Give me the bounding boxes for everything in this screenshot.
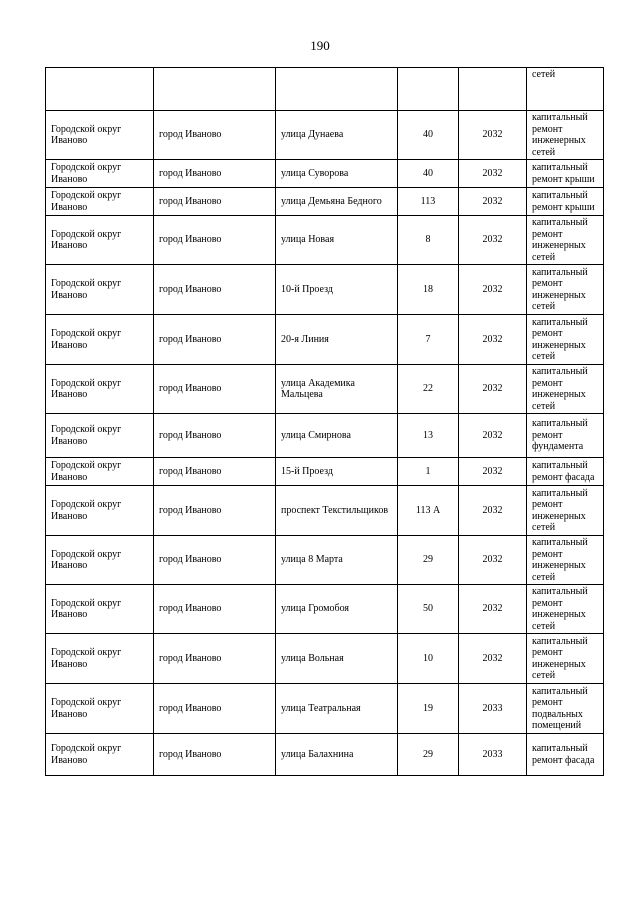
cell-year: 2033 <box>459 684 527 734</box>
cell-house: 13 <box>398 414 459 458</box>
cell-work-type: капитальный ремонт крыши <box>527 160 604 188</box>
cell-year: 2032 <box>459 365 527 414</box>
cell-street: улица Балахнина <box>276 734 398 776</box>
cell-municipality: Городской округ Иваново <box>46 458 154 486</box>
cell-street: 10-й Проезд <box>276 265 398 315</box>
cell-house: 29 <box>398 734 459 776</box>
cell-street <box>276 68 398 111</box>
repair-schedule-table <box>45 67 604 776</box>
cell-house: 7 <box>398 315 459 365</box>
cell-work-type: капитальный ремонт инженерных сетей <box>527 585 604 634</box>
cell-municipality: Городской округ Иваново <box>46 365 154 414</box>
cell-house: 113 <box>398 188 459 216</box>
cell-municipality: Городской округ Иваново <box>46 160 154 188</box>
cell-municipality: Городской округ Иваново <box>46 486 154 536</box>
cell-street: улица 8 Марта <box>276 536 398 585</box>
cell-year <box>459 68 527 111</box>
cell-work-type: капитальный ремонт инженерных сетей <box>527 634 604 684</box>
cell-street: 15-й Проезд <box>276 458 398 486</box>
cell-year: 2032 <box>459 585 527 634</box>
table-row <box>46 365 604 414</box>
table-row <box>46 458 604 486</box>
cell-municipality: Городской округ Иваново <box>46 188 154 216</box>
cell-municipality: Городской округ Иваново <box>46 315 154 365</box>
cell-house: 1 <box>398 458 459 486</box>
cell-house: 113 А <box>398 486 459 536</box>
cell-city: город Иваново <box>154 634 276 684</box>
cell-city: город Иваново <box>154 486 276 536</box>
cell-year: 2032 <box>459 216 527 265</box>
cell-municipality: Городской округ Иваново <box>46 536 154 585</box>
cell-city: город Иваново <box>154 536 276 585</box>
cell-city: город Иваново <box>154 111 276 160</box>
table-row <box>46 160 604 188</box>
cell-street: улица Академика Мальцева <box>276 365 398 414</box>
cell-year: 2032 <box>459 458 527 486</box>
cell-municipality: Городской округ Иваново <box>46 734 154 776</box>
cell-house: 18 <box>398 265 459 315</box>
cell-house: 29 <box>398 536 459 585</box>
cell-municipality: Городской округ Иваново <box>46 265 154 315</box>
cell-house: 40 <box>398 160 459 188</box>
cell-street: улица Громобоя <box>276 585 398 634</box>
cell-city: город Иваново <box>154 365 276 414</box>
table-row <box>46 486 604 536</box>
page-number: 190 <box>310 38 330 53</box>
cell-municipality: Городской округ Иваново <box>46 634 154 684</box>
cell-street: 20-я Линия <box>276 315 398 365</box>
cell-city: город Иваново <box>154 585 276 634</box>
cell-work-type: капитальный ремонт фундамента <box>527 414 604 458</box>
cell-house: 40 <box>398 111 459 160</box>
cell-year: 2032 <box>459 188 527 216</box>
cell-work-type: капитальный ремонт фасада <box>527 458 604 486</box>
cell-city: город Иваново <box>154 414 276 458</box>
cell-city: город Иваново <box>154 734 276 776</box>
cell-municipality <box>46 68 154 111</box>
cell-house: 10 <box>398 634 459 684</box>
cell-work-type: капитальный ремонт инженерных сетей <box>527 365 604 414</box>
cell-year: 2032 <box>459 265 527 315</box>
cell-house <box>398 68 459 111</box>
cell-municipality: Городской округ Иваново <box>46 585 154 634</box>
cell-house: 50 <box>398 585 459 634</box>
cell-year: 2032 <box>459 160 527 188</box>
table-row <box>46 414 604 458</box>
cell-work-type: капитальный ремонт фасада <box>527 734 604 776</box>
cell-city: город Иваново <box>154 265 276 315</box>
cell-city: город Иваново <box>154 216 276 265</box>
table-row <box>46 216 604 265</box>
cell-work-type: капитальный ремонт подвальных помещений <box>527 684 604 734</box>
cell-street: улица Смирнова <box>276 414 398 458</box>
table-row <box>46 315 604 365</box>
cell-street: улица Вольная <box>276 634 398 684</box>
table-row <box>46 634 604 684</box>
cell-year: 2032 <box>459 634 527 684</box>
cell-work-type: сетей <box>527 68 604 111</box>
table-row <box>46 734 604 776</box>
cell-city <box>154 68 276 111</box>
cell-work-type: капитальный ремонт крыши <box>527 188 604 216</box>
table-row <box>46 265 604 315</box>
cell-work-type: капитальный ремонт инженерных сетей <box>527 486 604 536</box>
table-row-continuation <box>46 68 604 111</box>
cell-year: 2033 <box>459 734 527 776</box>
table-row <box>46 188 604 216</box>
cell-house: 19 <box>398 684 459 734</box>
cell-year: 2032 <box>459 315 527 365</box>
cell-municipality: Городской округ Иваново <box>46 414 154 458</box>
cell-city: город Иваново <box>154 458 276 486</box>
cell-street: улица Демьяна Бедного <box>276 188 398 216</box>
cell-work-type: капитальный ремонт инженерных сетей <box>527 315 604 365</box>
cell-year: 2032 <box>459 536 527 585</box>
table-row <box>46 536 604 585</box>
cell-house: 8 <box>398 216 459 265</box>
table-row <box>46 585 604 634</box>
cell-house: 22 <box>398 365 459 414</box>
cell-city: город Иваново <box>154 315 276 365</box>
cell-city: город Иваново <box>154 188 276 216</box>
cell-street: проспект Текстильщиков <box>276 486 398 536</box>
cell-municipality: Городской округ Иваново <box>46 216 154 265</box>
table-body <box>46 68 604 776</box>
cell-work-type: капитальный ремонт инженерных сетей <box>527 536 604 585</box>
cell-year: 2032 <box>459 414 527 458</box>
cell-year: 2032 <box>459 486 527 536</box>
cell-city: город Иваново <box>154 684 276 734</box>
cell-work-type: капитальный ремонт инженерных сетей <box>527 111 604 160</box>
cell-city: город Иваново <box>154 160 276 188</box>
cell-street: улица Дунаева <box>276 111 398 160</box>
cell-work-type: капитальный ремонт инженерных сетей <box>527 265 604 315</box>
table-row <box>46 111 604 160</box>
cell-street: улица Театральная <box>276 684 398 734</box>
cell-street: улица Суворова <box>276 160 398 188</box>
cell-work-type: капитальный ремонт инженерных сетей <box>527 216 604 265</box>
cell-municipality: Городской округ Иваново <box>46 111 154 160</box>
cell-street: улица Новая <box>276 216 398 265</box>
cell-municipality: Городской округ Иваново <box>46 684 154 734</box>
cell-year: 2032 <box>459 111 527 160</box>
table-row <box>46 684 604 734</box>
